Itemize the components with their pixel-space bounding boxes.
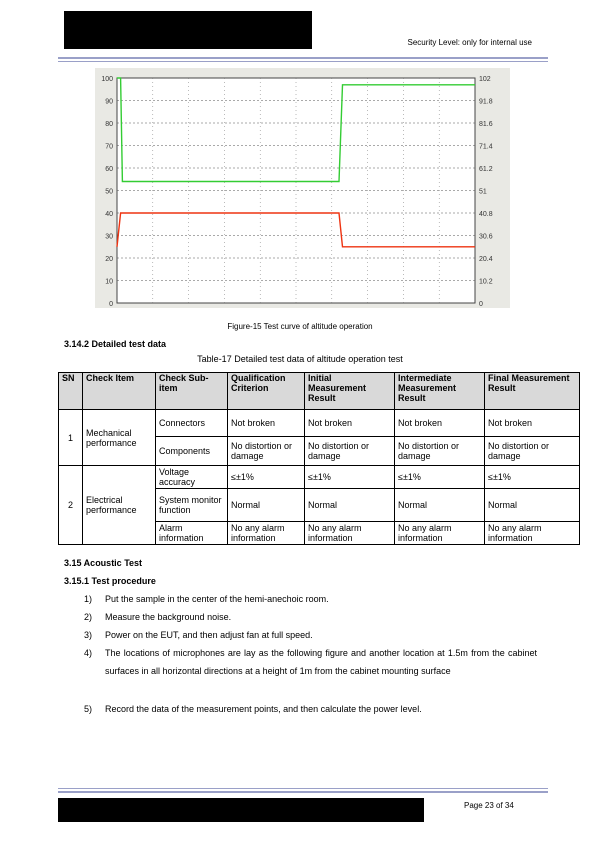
y2-tick-label: 51: [479, 188, 487, 196]
cell-sn: 1: [59, 410, 83, 466]
header-rule: [58, 57, 548, 59]
procedure-step-text: Power on the EUT, and then adjust fan at full speed.: [105, 630, 313, 640]
cell-intermediate: ≤±1%: [395, 466, 485, 489]
y-tick-label: 70: [105, 143, 113, 151]
cell-criterion: No distortion or damage: [228, 437, 305, 466]
cell-intermediate: Normal: [395, 489, 485, 522]
redacted-header-block: [64, 11, 312, 49]
redacted-footer-block: [58, 798, 424, 822]
cell-sub-item: Connectors: [156, 410, 228, 437]
section-heading-3-14-2: 3.14.2 Detailed test data: [64, 339, 167, 349]
y-tick-label: 90: [105, 98, 113, 106]
cell-sub-item: System monitor function: [156, 489, 228, 522]
header-check-sub-item: Check Sub-item: [156, 373, 228, 410]
table-row: [59, 410, 580, 437]
y-tick-label: 100: [101, 76, 113, 83]
header-qualification-criterion: Qualification Criterion: [228, 373, 305, 410]
footer-rule-thin: [58, 788, 548, 789]
procedure-step-number: 4): [84, 648, 93, 658]
cell-initial: Not broken: [305, 410, 395, 437]
cell-criterion: Normal: [228, 489, 305, 522]
cell-intermediate: Not broken: [395, 410, 485, 437]
cell-criterion: Not broken: [228, 410, 305, 437]
y2-tick-label: 0: [479, 301, 483, 308]
figure-caption: Figure-15 Test curve of altitude operation: [227, 322, 373, 331]
header-check-item: Check Item: [83, 373, 156, 410]
procedure-step-text: Record the data of the measurement points, and then calculate the power level.: [105, 704, 422, 714]
cell-final: Not broken: [485, 410, 580, 437]
y2-tick-label: 102: [479, 76, 491, 83]
y-tick-label: 80: [105, 121, 113, 128]
cell-sub-item: Voltage accuracy: [156, 466, 228, 489]
y2-tick-label: 81.6: [479, 121, 493, 128]
y-tick-label: 30: [105, 233, 113, 241]
cell-check-item: Mechanical performance: [83, 410, 156, 466]
header-intermediate-result: Intermediate Measurement Result: [395, 373, 485, 410]
y-tick-label: 50: [105, 188, 113, 196]
table-caption: Table-17 Detailed test data of altitude operation test: [197, 354, 403, 364]
cell-sub-item: Alarm information: [156, 522, 228, 545]
cell-initial: No any alarm information: [305, 522, 395, 545]
procedure-step-number: 1): [84, 594, 93, 604]
cell-criterion: No any alarm information: [228, 522, 305, 545]
y2-tick-label: 71.4: [479, 143, 493, 151]
section-heading-3-15: 3.15 Acoustic Test: [64, 558, 143, 568]
page-number: Page 23 of 34: [464, 801, 514, 810]
cell-sub-item: Components: [156, 437, 228, 466]
cell-intermediate: No distortion or damage: [395, 437, 485, 466]
test-data-table: [58, 372, 580, 545]
procedure-step-number: 3): [84, 630, 93, 640]
cell-intermediate: No any alarm information: [395, 522, 485, 545]
procedure-step-text: The locations of microphones are lay as the following figure and another location at 1.5m from the cabinet surfaces in all horizontal directions at a height of 1m from the cabinet mounting surface: [105, 648, 537, 676]
y-tick-label: 0: [109, 301, 113, 308]
table-header-row: [59, 373, 580, 410]
cell-final: ≤±1%: [485, 466, 580, 489]
y2-tick-label: 10.2: [479, 278, 493, 286]
y2-tick-label: 20.4: [479, 256, 493, 263]
y2-tick-label: 40.8: [479, 211, 493, 218]
y-tick-label: 40: [105, 211, 113, 218]
cell-check-item: Electrical performance: [83, 466, 156, 545]
header-final-result: Final Measurement Result: [485, 373, 580, 410]
header-rule-thin: [58, 61, 548, 62]
section-heading-3-15-1: 3.15.1 Test procedure: [64, 576, 156, 586]
table-row: [59, 466, 580, 489]
y2-tick-label: 61.2: [479, 166, 493, 173]
procedure-step-text: Put the sample in the center of the hemi-anechoic room.: [105, 594, 329, 604]
procedure-step-number: 2): [84, 612, 93, 622]
header-initial-result: Initial Measurement Result: [305, 373, 395, 410]
cell-final: No any alarm information: [485, 522, 580, 545]
y2-tick-label: 91.8: [479, 98, 493, 106]
chart-svg: [95, 68, 510, 308]
header-sn: SN: [59, 373, 83, 410]
cell-final: Normal: [485, 489, 580, 522]
procedure-step-text: Measure the background noise.: [105, 612, 232, 622]
cell-final: No distortion or damage: [485, 437, 580, 466]
y2-tick-label: 30.6: [479, 233, 493, 241]
cell-initial: No distortion or damage: [305, 437, 395, 466]
procedure-step-number: 5): [84, 704, 93, 714]
cell-sn: 2: [59, 466, 83, 545]
security-level-label: Security Level: only for internal use: [407, 38, 532, 47]
footer-rule: [58, 791, 548, 793]
cell-initial: ≤±1%: [305, 466, 395, 489]
y-tick-label: 60: [105, 166, 113, 173]
altitude-test-chart: [95, 68, 510, 308]
cell-initial: Normal: [305, 489, 395, 522]
cell-criterion: ≤±1%: [228, 466, 305, 489]
y-tick-label: 10: [105, 278, 113, 286]
y-tick-label: 20: [105, 256, 113, 263]
